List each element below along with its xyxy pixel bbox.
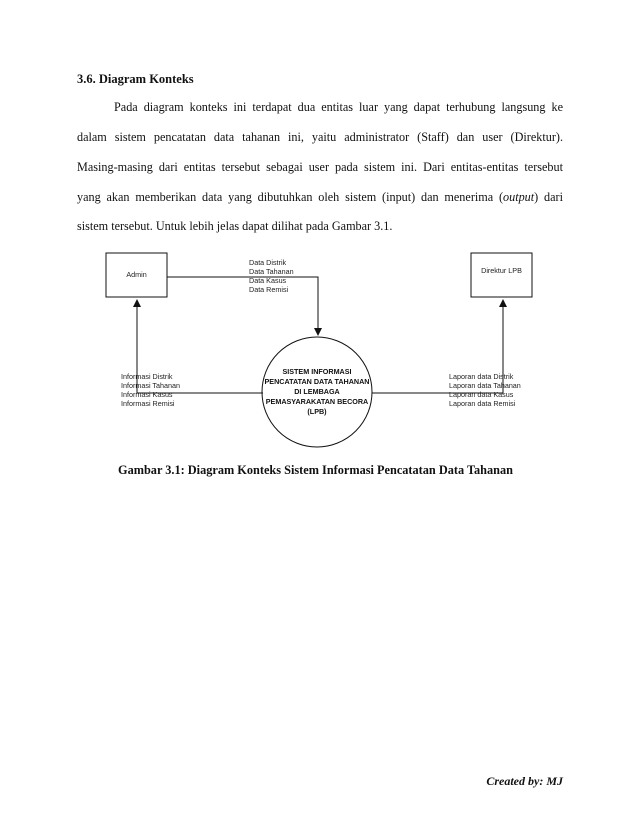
direktur-output-flow-label xyxy=(449,372,521,408)
direktur-entity-box xyxy=(471,253,532,297)
figure-caption: Gambar 3.1: Diagram Konteks Sistem Informasi Pencatatan Data Tahanan xyxy=(118,463,513,477)
system-label-line: SISTEM INFORMASI xyxy=(282,367,352,376)
direktur-output-flow-item: Laporan data Distrik xyxy=(449,372,514,381)
admin-output-flow-label xyxy=(121,372,180,408)
paragraph-line-3: Masing-masing dari entitas tersebut sebagai user pada sistem ini. Dari entitas-entitas tersebut xyxy=(77,160,563,174)
admin-entity-label: Admin xyxy=(126,270,147,279)
input-flow-item: Data Remisi xyxy=(249,285,289,294)
paragraph-line-1: Pada diagram konteks ini terdapat dua entitas luar yang dapat terhubung langsung ke xyxy=(114,100,563,114)
direktur-output-flow-item: Laporan data Kasus xyxy=(449,390,514,399)
input-flow-item: Data Kasus xyxy=(249,276,287,285)
paragraph-line-4-italic: output xyxy=(503,190,535,204)
section-heading: 3.6. Diagram Konteks xyxy=(77,72,194,86)
system-label-line: (LPB) xyxy=(307,407,327,416)
direktur-output-flow-item: Laporan data Remisi xyxy=(449,399,516,408)
input-flow-item: Data Tahanan xyxy=(249,267,294,276)
system-label-line: PENCATATAN DATA TAHANAN xyxy=(264,377,370,386)
paragraph-line-4-end: ) dari xyxy=(534,190,563,204)
direktur-entity-label: Direktur LPB xyxy=(481,266,522,275)
input-flow-line xyxy=(167,277,318,335)
admin-output-flow-item: Informasi Remisi xyxy=(121,399,175,408)
input-flow-item: Data Distrik xyxy=(249,258,287,267)
input-flow-label xyxy=(249,258,294,294)
admin-output-flow-item: Informasi Tahanan xyxy=(121,381,181,390)
admin-output-flow-item: Informasi Distrik xyxy=(121,372,173,381)
system-process-label xyxy=(257,367,377,417)
system-label-line: PEMASYARAKATAN BECORA xyxy=(265,397,369,406)
paragraph-line-2: dalam sistem pencatatan data tahanan ini, yaitu administrator (Staff) dan user (Direktur). xyxy=(77,130,563,144)
footer-signature: Created by: MJ xyxy=(486,774,563,788)
paragraph-line-5: sistem tersebut. Untuk lebih jelas dapat dilihat pada Gambar 3.1. xyxy=(77,219,393,233)
admin-output-flow-item: Informasi Kasus xyxy=(121,390,173,399)
direktur-output-flow-item: Laporan data Tahanan xyxy=(449,381,521,390)
system-label-line: DI LEMBAGA xyxy=(294,387,340,396)
paragraph-line-4-start: yang akan memberikan data yang dibutuhkan oleh sistem (input) dan menerima ( xyxy=(77,190,504,204)
